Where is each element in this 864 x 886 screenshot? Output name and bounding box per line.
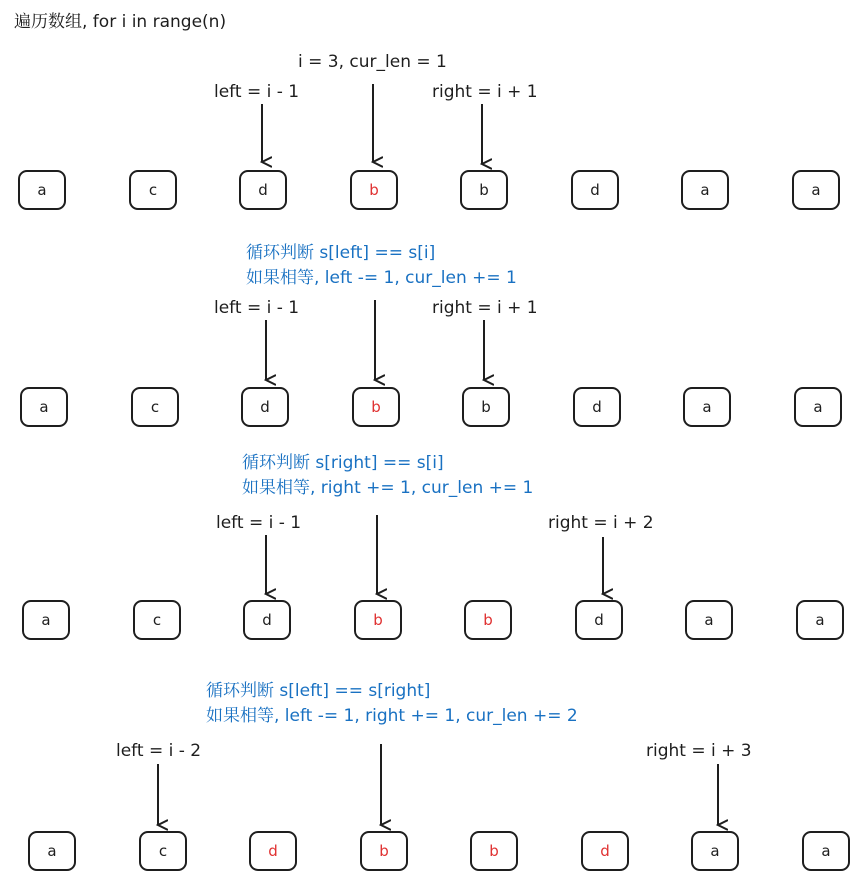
array-cell: c (129, 170, 177, 210)
step1-header: i = 3, cur_len = 1 (298, 52, 447, 72)
array-cell: a (20, 387, 68, 427)
array-cell: d (249, 831, 297, 871)
array-cell: d (581, 831, 629, 871)
step2-note-line1: 循环判断 s[left] == s[i] (246, 243, 436, 263)
array-cell: d (243, 600, 291, 640)
array-cell: a (685, 600, 733, 640)
step3-note-line2: 如果相等, right += 1, cur_len += 1 (242, 478, 534, 498)
array-cell: a (28, 831, 76, 871)
step4-note-line1: 循环判断 s[left] == s[right] (206, 681, 431, 701)
array-cell: b (462, 387, 510, 427)
array-cell: b (460, 170, 508, 210)
step2-right-label: right = i + 1 (432, 298, 538, 318)
array-cell: a (691, 831, 739, 871)
array-cell: b (350, 170, 398, 210)
array-cell: d (571, 170, 619, 210)
diagram-title: 遍历数组, for i in range(n) (14, 12, 227, 32)
step3-left-label: left = i - 1 (216, 513, 302, 533)
array-cell: c (131, 387, 179, 427)
array-cell: d (575, 600, 623, 640)
step3-right-label: right = i + 2 (548, 513, 654, 533)
array-cell: d (241, 387, 289, 427)
array-cell: a (681, 170, 729, 210)
step4-left-label: left = i - 2 (116, 741, 202, 761)
step1-left-label: left = i - 1 (214, 82, 300, 102)
array-cell: a (22, 600, 70, 640)
array-cell: b (352, 387, 400, 427)
step4-right-label: right = i + 3 (646, 741, 752, 761)
array-cell: a (792, 170, 840, 210)
array-cell: a (802, 831, 850, 871)
array-cell: c (133, 600, 181, 640)
step2-note-line2: 如果相等, left -= 1, cur_len += 1 (246, 268, 517, 288)
array-cell: b (360, 831, 408, 871)
array-cell: d (239, 170, 287, 210)
array-cell: a (796, 600, 844, 640)
array-cell: a (18, 170, 66, 210)
array-cell: b (354, 600, 402, 640)
array-cell: b (470, 831, 518, 871)
array-cell: b (464, 600, 512, 640)
array-cell: a (683, 387, 731, 427)
array-cell: a (794, 387, 842, 427)
array-cell: c (139, 831, 187, 871)
step3-note-line1: 循环判断 s[right] == s[i] (242, 453, 444, 473)
step2-left-label: left = i - 1 (214, 298, 300, 318)
array-cell: d (573, 387, 621, 427)
step4-note-line2: 如果相等, left -= 1, right += 1, cur_len += 2 (206, 706, 578, 726)
step1-right-label: right = i + 1 (432, 82, 538, 102)
